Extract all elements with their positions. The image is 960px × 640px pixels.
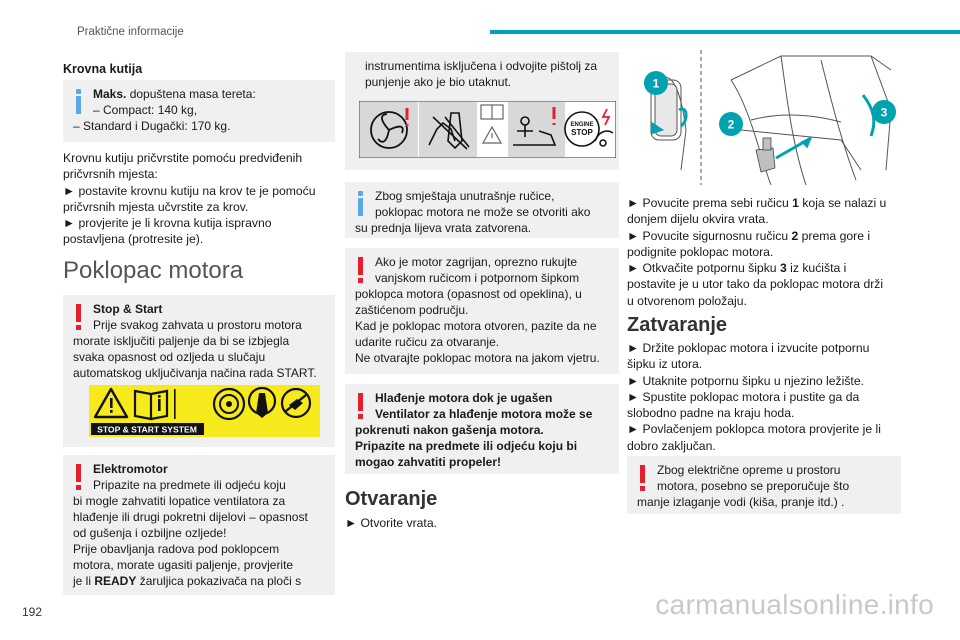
header-accent-bar — [490, 30, 960, 34]
roof-box-info-note: Maks. dopuštena masa tereta: – Compact: 140 kg, – Standard i Dugački: 170 kg. — [63, 80, 335, 142]
warning-icon — [358, 257, 363, 283]
electrical-equipment-warning: Zbog električne opreme u prostoru motora, posebno se preporučuje što manje izlaganje vodi (kiša, pranje itd.) . — [627, 456, 901, 514]
warning-icon — [76, 464, 81, 490]
opening-steps: ► Povucite prema sebi ručicu 1 koja se nalazi u donjem dijelu okvira vrata. ► Povucite sigurnosnu ručicu 2 prema gore i podignite poklopac motora. ► Otkvačite potpornu šipku 3 iz kućišta i postavite je u utor tako da poklopac motora drži u otvorenom položaju. — [627, 196, 887, 308]
warning-icon — [358, 393, 363, 419]
section-title-hood: Poklopac motora — [63, 257, 244, 284]
svg-text:ENGINE: ENGINE — [570, 122, 594, 128]
running-header: Praktične informacije — [77, 26, 184, 38]
callout-3 — [872, 100, 896, 124]
roof-box-instructions: Krovnu kutiju pričvrstite pomoću predviđenih pričvrsnih mjesta: ► postavite krovnu kutiju na krov te je pomoću pričvrsnih mjesta učvrstite za krov. ► provjerite je li krovna kutija ispravno postavljena (protresite je). — [63, 151, 316, 247]
svg-text:1: 1 — [652, 76, 660, 91]
stop-start-warning: Stop & Start Prije svakog zahvata u prostoru motora morate isključiti paljenje da bi se izbjegla svaka opasnost od ozljeda u slučaju automatskog uključivanja načina rada START. STOP & START SYSTEM — [63, 295, 335, 447]
engine-hazard-label-image — [359, 101, 616, 158]
closing-steps: ► Držite poklopac motora i izvucite potpornu šipku iz utora. ► Utaknite potpornu šipku u njezino ležište. ► Spustite poklopac motora i pustite ga da slobodno padne na kraju hoda. ► Povlačenjem poklopca motora provjerite je li dobro zaključan. — [627, 341, 881, 453]
hot-engine-warning: Ako je motor zagrijan, oprezno rukujte vanjskom ručicom i potpornom šipkom poklopca motora (opasnost od opeklina), u zaštićenom području. Kad je poklopac motora otvoren, pazite da ne udarite ručicu za otvaranje. Ne otvarajte poklopac motora na jakom vjetru. — [345, 248, 619, 374]
warning-icon — [76, 304, 81, 330]
inner-handle-info-note: Zbog smještaja unutrašnje ručice, poklopac motora ne može se otvoriti ako su prednja lijeva vrata zatvorena. — [345, 182, 619, 238]
section-title-opening: Otvaranje — [345, 488, 438, 510]
electromotor-warning-continued: instrumentima isključena i odvojite pištolj za punjenje ako je bio utaknut. ENGINE STOP — [345, 52, 619, 170]
section-title-closing: Zatvaranje — [627, 314, 728, 336]
svg-text:STOP: STOP — [571, 128, 593, 137]
callout-2 — [719, 112, 743, 136]
electromotor-warning: Elektromotor Pripazite na predmete ili odjeću koju bi mogle zahvatiti lopatice ventilatora za hlađenje ili drugi pokretni dijelovi – opasnost od gušenja i ozbiljne ozljede! Prije obavljanja radova pod poklopcem motora, morate ugasiti paljenje, provjerite je li READY žaruljica pokazivača na ploči s — [63, 455, 335, 595]
svg-text:2: 2 — [727, 117, 735, 132]
fan-cooling-warning: Hlađenje motora dok je ugašen Ventilator za hlađenje motora može se pokrenuti nakon gašenja motora. Pripazite na predmete ili odjeću koju bi mogao zahvatiti propeler! — [345, 384, 619, 474]
hood-opening-illustration — [641, 50, 903, 185]
info-icon — [358, 191, 363, 217]
warning-icon — [640, 465, 645, 491]
svg-text:3: 3 — [880, 105, 888, 120]
stop-start-label-image — [89, 385, 320, 437]
page-number: 192 — [22, 605, 43, 619]
opening-step-door: ► Otvorite vrata. — [345, 516, 437, 530]
info-icon — [76, 89, 81, 115]
stop-start-label-text: STOP & START SYSTEM — [97, 424, 197, 435]
watermark: carmanualsonline.info — [655, 589, 934, 620]
callout-1 — [644, 71, 668, 95]
roof-box-heading: Krovna kutija — [63, 62, 143, 76]
